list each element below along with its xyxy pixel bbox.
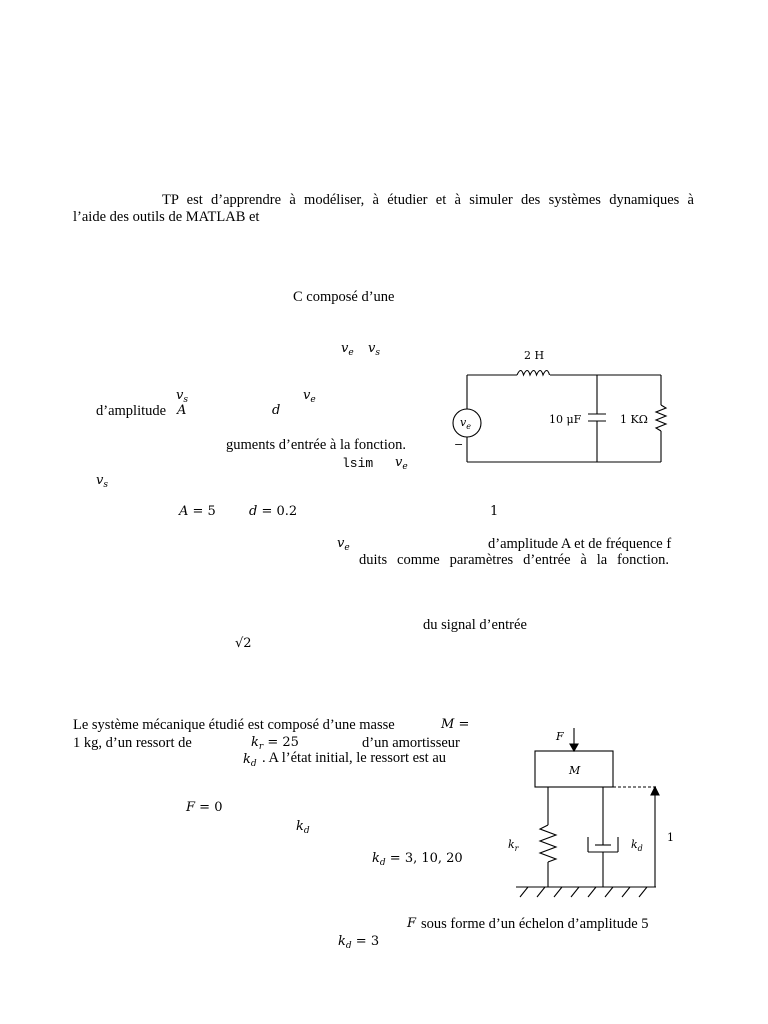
d-equation: d = 0.2 — [249, 504, 298, 519]
mech-line-2b: d’un amortisseur — [362, 735, 460, 751]
rlc-description: C composé d’une — [293, 289, 395, 305]
number-one: 1 — [490, 504, 499, 519]
vs-symbol-3: $v_s$ — [96, 473, 108, 490]
kd-values: $k_d = 3$, 10, 20 — [372, 851, 463, 868]
F-symbol: F — [407, 916, 417, 931]
mech-line-3: . A l’état initial, le ressort est au — [262, 750, 447, 766]
mech-line-1: Le système mécanique étudié est composé d’une masse — [73, 717, 395, 733]
vs-symbol: $v_s$ — [368, 341, 380, 358]
ve-symbol-3: $v_e$ — [395, 455, 408, 472]
A-equation: A = 5 — [179, 504, 216, 519]
ve-symbol: $v_e$ — [341, 341, 354, 358]
height-label: 1 — [667, 831, 674, 844]
intro-line-2: l’aide des outils de MATLAB et — [73, 209, 260, 225]
source-minus: − — [454, 438, 464, 451]
inductor-label: 2 H — [524, 349, 545, 362]
arguments-text: guments d’entrée à la fonction. — [226, 437, 406, 453]
echelon-text: sous forme d’un échelon d’amplitude 5 — [421, 916, 649, 932]
amplitude-frequency-text: d’amplitude A et de fréquence f — [488, 536, 672, 552]
ve-symbol-2: $v_e$ — [303, 388, 316, 405]
mech-line-2a: 1 kg, d’un ressort de — [73, 735, 192, 751]
d-symbol: d — [272, 403, 281, 418]
A-symbol: A — [177, 403, 187, 418]
spring-label: $k_r$ — [508, 838, 519, 853]
F-equation: F = 0 — [186, 800, 223, 815]
input-signal-text: du signal d’entrée — [423, 617, 527, 633]
lsim-code: lsim — [342, 456, 374, 471]
kd-equal-3: $k_d = 3$ — [338, 934, 380, 951]
M-equation: M = — [441, 717, 470, 732]
kd-symbol-2: $k_d$ — [296, 819, 310, 836]
intro-line-1: TP est d’apprendre à modéliser, à étudier et à simuler des systèmes dynamiques à — [162, 192, 694, 208]
capacitor-label: 10 μF — [549, 413, 582, 426]
kr-equation: $k_r = 25$ — [251, 735, 299, 752]
force-label: F — [556, 730, 564, 743]
mass-label: M — [569, 764, 581, 777]
sqrt2: √2 — [235, 636, 252, 651]
rlc-circuit-diagram — [440, 340, 680, 475]
amplitude-text: d’amplitude — [96, 403, 167, 419]
resistor-label: 1 KΩ — [620, 413, 648, 426]
source-label: $v_e$ — [460, 416, 471, 431]
vs-symbol-2: $v_s$ — [176, 388, 188, 405]
damper-label: $k_d$ — [631, 838, 643, 853]
mass-spring-damper-diagram — [500, 720, 700, 910]
ve-symbol-4: $v_e$ — [337, 536, 350, 553]
kd-symbol: $k_d$ — [243, 752, 257, 769]
parameters-text: duits comme paramètres d’entrée à la fonction. — [359, 552, 669, 568]
